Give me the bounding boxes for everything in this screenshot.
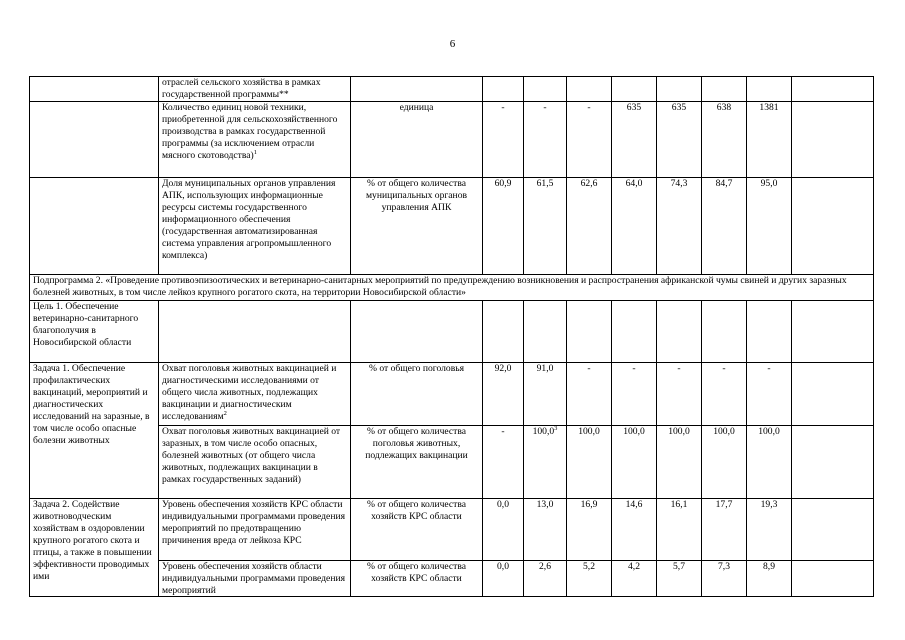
table-row [30,77,874,102]
value-cell: 100,0 [612,426,657,499]
value-cell: - [567,363,612,426]
table-row [30,499,874,561]
value-cell: 635 [657,102,702,178]
unit-cell: % от общего количества муниципальных органов управления АПК [351,178,483,275]
value-cell: 16,1 [657,499,702,561]
table-row [30,301,874,363]
unit-cell: единица [351,102,483,178]
value-cell: 16,9 [567,499,612,561]
value-cell: 8,9 [747,561,792,597]
subprogram-title: Подпрограмма 2. «Проведение противоэпизоотических и ветеринарно-санитарных мероприятий по предупреждению возникновения и распространения африканской чумы свиней и других заразных болезней животных, в том числе лейкоз крупного рогатого скота, на территории Новосибирской области» [30,275,874,301]
value-cell: - [657,363,702,426]
indicators-table [29,76,874,597]
note-cell [792,77,874,102]
value-cell: 60,9 [483,178,524,275]
table-row [30,102,874,178]
table-row [30,178,874,275]
value-cell: 91,0 [524,363,567,426]
value-cell: 19,3 [747,499,792,561]
page-number: 6 [449,38,456,50]
value-cell: 100,0 [747,426,792,499]
value-cell: - [524,102,567,178]
indicator-cell: отраслей сельского хозяйства в рамках государственной программы** [159,77,351,102]
indicator-cell: Доля муниципальных органов управления АПК, использующих информационные ресурсы системы государственного информационного обеспечения (государственная автоматизированная система управления агропромышленного комплекса) [159,178,351,275]
task-cell: Задача 1. Обеспечение профилактических вакцинаций, мероприятий и диагностических исследований на заразные, в том числе особо опасные болезни животных [30,363,159,499]
value-cell: - [567,102,612,178]
task-cell [30,77,159,102]
table-row [30,275,874,301]
value-cell: 64,0 [612,178,657,275]
value-cell: 638 [702,102,747,178]
value-cell: - [747,363,792,426]
unit-cell [351,77,483,102]
value-cell: 5,7 [657,561,702,597]
value-cell: 0,0 [483,499,524,561]
indicator-cell: Количество единиц новой техники, приобретенной для сельскохозяйственного производства в рамках государственной программы (за исключением отрасли мясного скотоводства)$^1$ [159,102,351,178]
value-cell: 62,6 [567,178,612,275]
value-cell: 100,0 [657,426,702,499]
value-cell: 61,5 [524,178,567,275]
value-cell: 4,2 [612,561,657,597]
task-cell: Задача 2. Содействие животноводческим хозяйствам в оздоровлении крупного рогатого скота и птицы, а также в повышении эффективности проводимых ими [30,499,159,597]
value-cell: 5,2 [567,561,612,597]
value-cell: 1381 [747,102,792,178]
indicator-cell: Уровень обеспечения хозяйств КРС области индивидуальными программами проведения мероприятий по предотвращению причинения вреда от лейкоза КРС [159,499,351,561]
indicator-cell: Охват поголовья животных вакцинацией и диагностическими исследованиями от общего числа животных, подлежащих вакцинации и диагностическим исследованиям$^2$ [159,363,351,426]
value-cell: - [612,363,657,426]
unit-cell: % от общего поголовья [351,363,483,426]
value-cell: 635 [612,102,657,178]
unit-cell: % от общего количества хозяйств КРС области [351,499,483,561]
unit-cell: % от общего количества поголовья животных, подлежащих вакцинации [351,426,483,499]
value-cell: - [483,426,524,499]
value-cell: 100,0 [567,426,612,499]
value-cell: - [702,363,747,426]
value-cell: 95,0 [747,178,792,275]
value-cell: 13,0 [524,499,567,561]
value-cell: 100,0$^3$ [524,426,567,499]
indicator-cell: Охват поголовья животных вакцинацией от заразных, в том числе особо опасных, болезней животных (от общего числа животных, подлежащих вакцинации в рамках государственных заданий) [159,426,351,499]
value-cell: - [483,102,524,178]
unit-cell: % от общего количества хозяйств КРС области [351,561,483,597]
goal-cell: Цель 1. Обеспечение ветеринарно-санитарного благополучия в Новосибирской области [30,301,159,363]
value-cell: 74,3 [657,178,702,275]
value-cell: 7,3 [702,561,747,597]
indicator-cell: Уровень обеспечения хозяйств области индивидуальными программами проведения мероприятий [159,561,351,597]
value-cell: 0,0 [483,561,524,597]
value-cell: 84,7 [702,178,747,275]
value-cell: 2,6 [524,561,567,597]
value-cell: 17,7 [702,499,747,561]
table-row [30,363,874,426]
value-cell: 14,6 [612,499,657,561]
value-cell: 92,0 [483,363,524,426]
value-cell: 100,0 [702,426,747,499]
